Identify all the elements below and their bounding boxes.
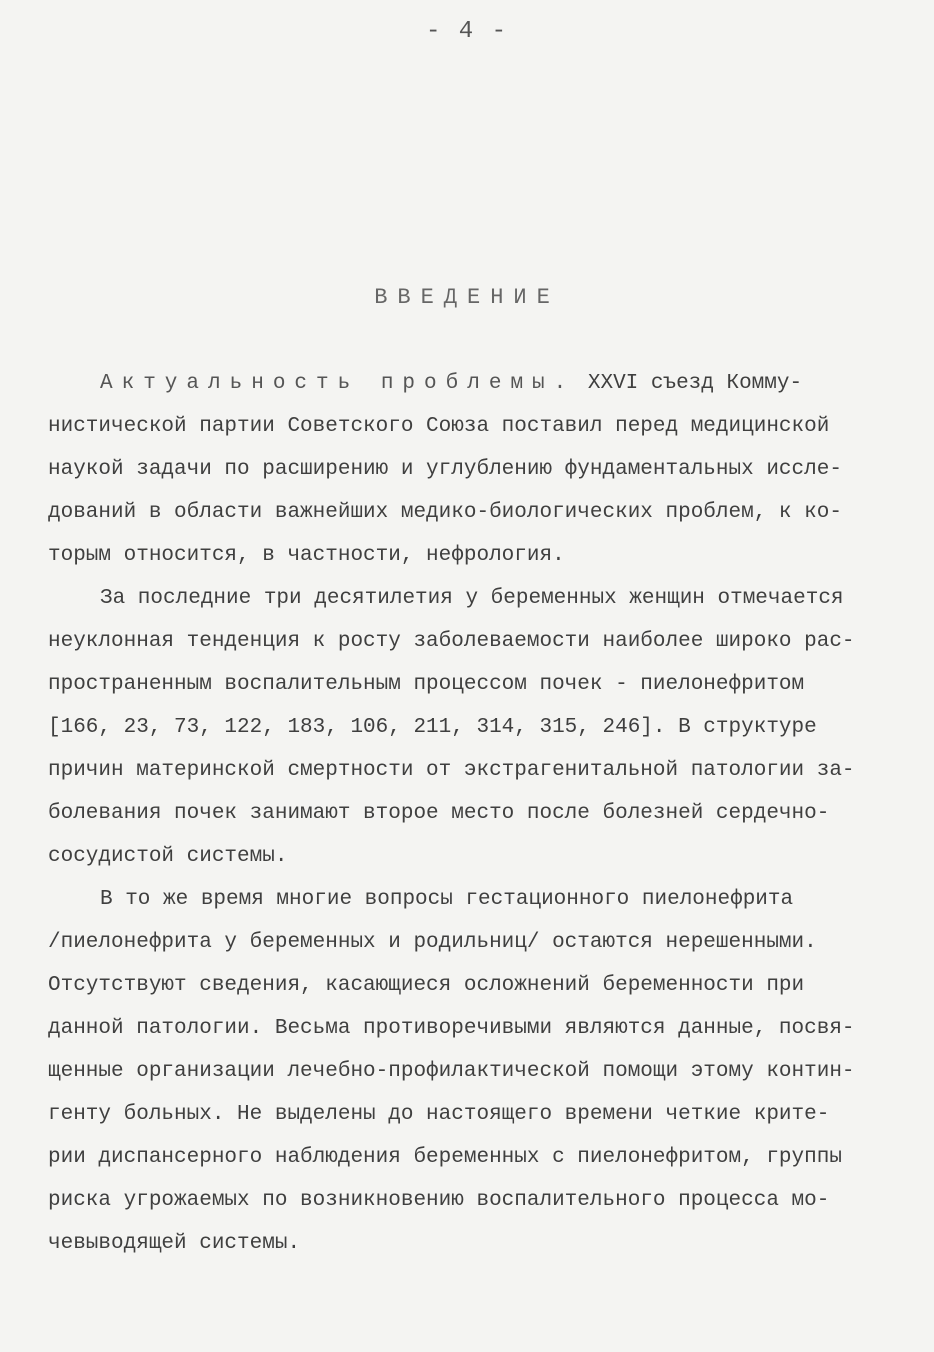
paragraph-line: За последние три десятилетия у беременных женщин отмечается [100,587,844,610]
paragraph-line: болевания почек занимают второе место после болезней сердечно- [48,802,830,825]
line-text: XXVI съезд Комму- [587,372,803,395]
paragraph-line: чевыводящей системы. [48,1232,301,1255]
paragraph-line: риска угрожаемых по возникновению воспалительного процесса мо- [48,1189,830,1212]
paragraph-line: неуклонная тенденция к росту заболеваемости наиболее широко рас- [48,630,855,653]
section-title: Актуальность проблемы. [100,372,576,395]
paragraph-line: щенные организации лечебно-профилактической помощи этому контин- [48,1060,855,1083]
paragraph-line: сосудистой системы. [48,845,288,868]
paragraph-line: В то же время многие вопросы гестационного пиелонефрита [100,888,794,911]
paragraph-line: дований в области важнейших медико-биологических проблем, к ко- [48,501,842,524]
paragraph-line: генту больных. Не выделены до настоящего времени четкие крите- [48,1103,830,1126]
paragraph-line: наукой задачи по расширению и углублению фундаментальных иссле- [48,458,842,481]
paragraph-line: Отсутствуют сведения, касающиеся осложнений беременности при [48,974,805,997]
paragraph-line: [166, 23, 73, 122, 183, 106, 211, 314, 315, 246]. В структуре [48,716,817,739]
paragraph-line: рии диспансерного наблюдения беременных с пиелонефритом, группы [48,1146,842,1169]
paragraph-line: данной патологии. Весьма противоречивыми являются данные, посвя- [48,1017,855,1040]
paragraph-line [100,362,890,405]
paragraph-line: торым относится, в частности, нефрология. [48,544,565,567]
section-heading: ВВЕДЕНИЕ [374,285,560,310]
paragraph-line: нистической партии Советского Союза поставил перед медицинской [48,415,830,438]
paragraph-line: причин материнской смертности от экстрагенитальной патологии за- [48,759,855,782]
paragraph-line: пространенным воспалительным процессом почек - пиелонефритом [48,673,805,696]
page-number: - 4 - [425,18,508,45]
paragraph-line: /пиелонефрита у беременных и родильниц/ остаются нерешенными. [48,931,817,954]
